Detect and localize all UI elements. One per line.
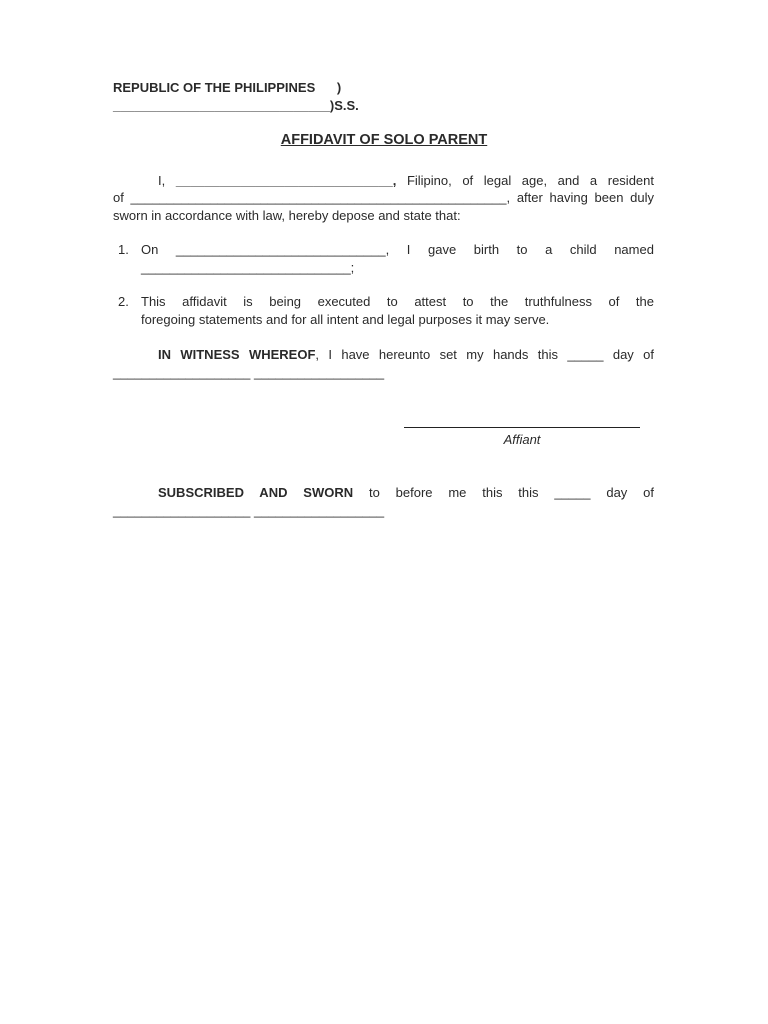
header-paren: ) xyxy=(336,80,342,95)
header-republic xyxy=(113,79,341,97)
item-1-on: On xyxy=(141,242,159,257)
subscribed-text: to before me this this _____ day of xyxy=(368,485,654,500)
document-title: AFFIDAVIT OF SOLO PARENT xyxy=(280,132,488,148)
witness-line-2: ___________________ __________________ xyxy=(113,365,385,380)
word: to xyxy=(516,242,528,257)
intro-filipino-text: Filipino, of legal age, and a resident xyxy=(406,173,654,188)
affiant-label: Affiant xyxy=(503,432,541,447)
subscribed-bold-text: SUBSCRIBED AND SWORN xyxy=(158,485,354,500)
header-ss-line: ______________________________)S.S. xyxy=(113,98,359,113)
witness-line-1 xyxy=(158,346,654,364)
name-blank: ______________________________, xyxy=(175,173,397,188)
item-2-number: 2. xyxy=(118,294,129,309)
intro-line-3: sworn in accordance with law, hereby depose and state that: xyxy=(113,208,461,223)
subscribed-line-2: ___________________ __________________ xyxy=(113,503,385,518)
word: I xyxy=(406,242,411,257)
word: gave xyxy=(427,242,457,257)
witness-text: , I have hereunto set my hands this _____ day of xyxy=(315,347,655,362)
word: a xyxy=(545,242,553,257)
witness-bold-text: IN WITNESS WHEREOF xyxy=(158,347,316,362)
republic-text: REPUBLIC OF THE PHILIPPINES xyxy=(113,80,316,95)
intro-sworn-text: after having been duly xyxy=(516,190,654,205)
item-2-line-1: This affidavit is being executed to attest to the truthfulness of the xyxy=(141,294,654,309)
item-2-line-2: foregoing statements and for all intent and legal purposes it may serve. xyxy=(141,312,550,327)
signature-line xyxy=(404,427,640,428)
intro-line-1 xyxy=(158,172,654,190)
intro-of: of xyxy=(113,190,124,205)
word: named xyxy=(614,242,654,257)
subscribed-line-1 xyxy=(158,484,654,502)
intro-i: I, xyxy=(158,173,166,188)
word: birth xyxy=(473,242,500,257)
child-name-blank: _____________________________; xyxy=(141,260,355,275)
word: child xyxy=(569,242,597,257)
intro-line-2 xyxy=(113,189,654,207)
item-1-line-1 xyxy=(141,241,654,259)
item-1-number: 1. xyxy=(118,242,129,257)
birth-date-blank: _____________________________, xyxy=(175,242,390,257)
residence-blank: ____________________________________________________, xyxy=(130,190,511,205)
